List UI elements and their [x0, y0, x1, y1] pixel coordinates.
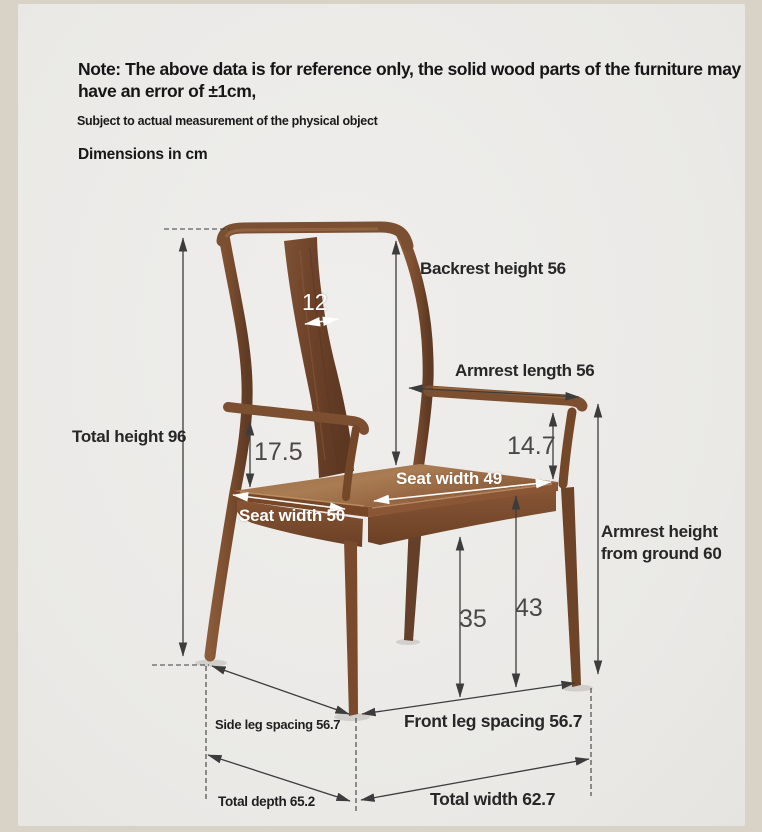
label-armrest-to-seat-left: 17.5 — [254, 438, 303, 466]
units-label: Dimensions in cm — [78, 146, 208, 163]
dim-line-front-leg-spacing — [362, 683, 575, 714]
label-armrest-length: Armrest length 56 — [455, 361, 595, 380]
label-seat-width-50: Seat width 50 — [239, 506, 346, 525]
chair-front-left-leg — [344, 540, 358, 716]
chair-front-right-leg — [561, 487, 581, 687]
chair-illustration — [195, 227, 593, 721]
label-total-width: Total width 62.7 — [430, 789, 556, 809]
label-armrest-height-from-ground: Armrest height from ground 60 — [601, 522, 722, 564]
note-text: Note: The above data is for reference only, the solid wood parts of the furniture may have an error of ±1cm, — [78, 59, 741, 102]
chair-right-armrest-support — [563, 412, 572, 484]
label-side-leg-spacing: Side leg spacing 56.7 — [215, 717, 341, 732]
label-front-leg-spacing: Front leg spacing 56.7 — [404, 711, 583, 731]
label-under-apron-height: 35 — [459, 605, 487, 633]
label-total-depth: Total depth 65.2 — [218, 794, 315, 809]
label-seat-width-49: Seat width 49 — [396, 469, 503, 488]
label-total-height: Total height 96 — [72, 427, 187, 446]
chair-left-back-post — [210, 236, 247, 656]
label-splat-width: 12 — [302, 289, 328, 315]
label-backrest-height: Backrest height 56 — [420, 259, 566, 278]
label-seat-height: 43 — [515, 594, 543, 622]
dim-line-side-leg-spacing — [212, 666, 349, 714]
label-armrest-to-seat-right: 14.7 — [507, 432, 556, 460]
note-subtext: Subject to actual measurement of the physical object — [77, 114, 378, 128]
